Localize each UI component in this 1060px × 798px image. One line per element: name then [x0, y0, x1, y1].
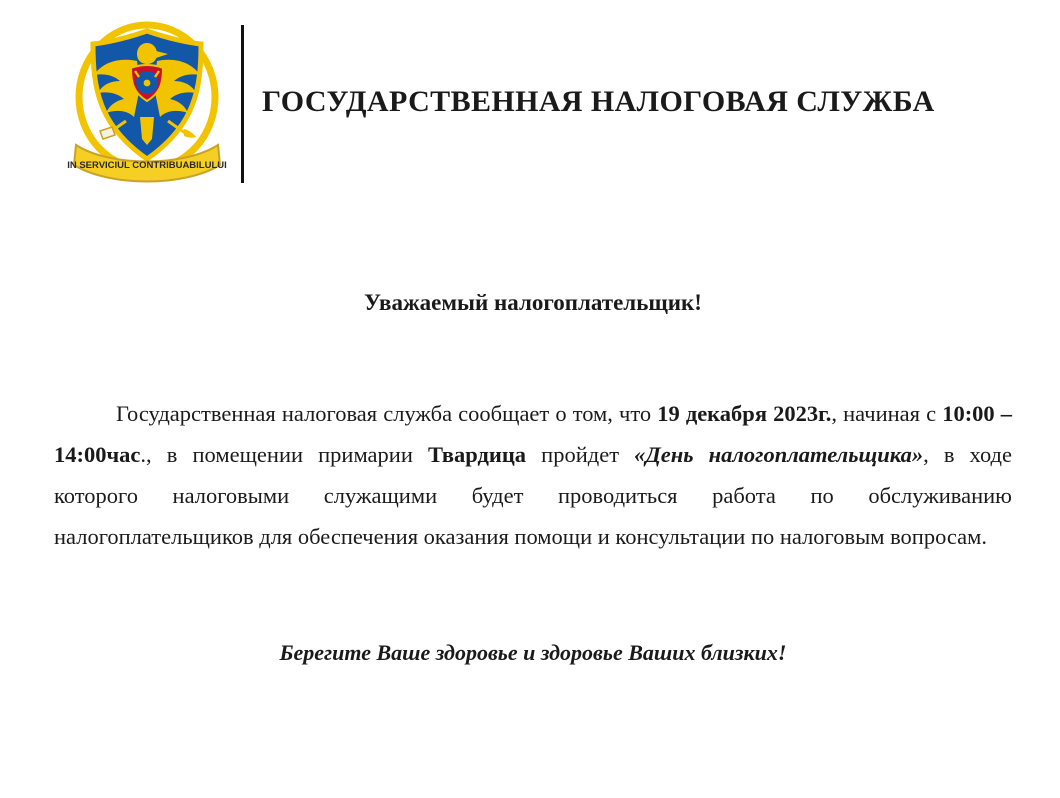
event-date: 19 декабря 2023г.: [657, 401, 832, 426]
paragraph-after-date: , начиная с: [831, 401, 937, 426]
header-vertical-rule: [241, 25, 244, 183]
paragraph-tail: , в ходе которого налоговыми служащими будет проводиться работа по обслуживанию налогоплательщиков для обеспечения оказания помощи и консультации по налоговым вопросам.: [54, 441, 1012, 549]
closing-line: Берегите Ваше здоровье и здоровье Ваших близких!: [279, 639, 787, 665]
salutation: Уважаемый налогоплательщик!: [364, 290, 702, 315]
paragraph-after-time: ., в помещении примарии: [140, 441, 413, 467]
event-name: «День налогоплательщика»: [634, 441, 924, 467]
emblem-motto: IN SERVICIUL CONTRIBUABILULUI: [67, 160, 227, 171]
moldova-tax-service-emblem: [60, 17, 235, 187]
announcement-paragraph: [54, 394, 1012, 558]
paragraph-after-place: пройдет: [541, 441, 620, 467]
document-body: [0, 290, 1060, 666]
page-title: ГОСУДАРСТВЕННАЯ НАЛОГОВАЯ СЛУЖБА: [262, 85, 935, 118]
document-header: [0, 0, 1060, 190]
event-time: 10:00 – 14:00час: [54, 401, 1013, 467]
event-place: Твардица: [427, 441, 527, 467]
paragraph-lead: Государственная налоговая служба сообщает о том, что: [116, 401, 652, 426]
